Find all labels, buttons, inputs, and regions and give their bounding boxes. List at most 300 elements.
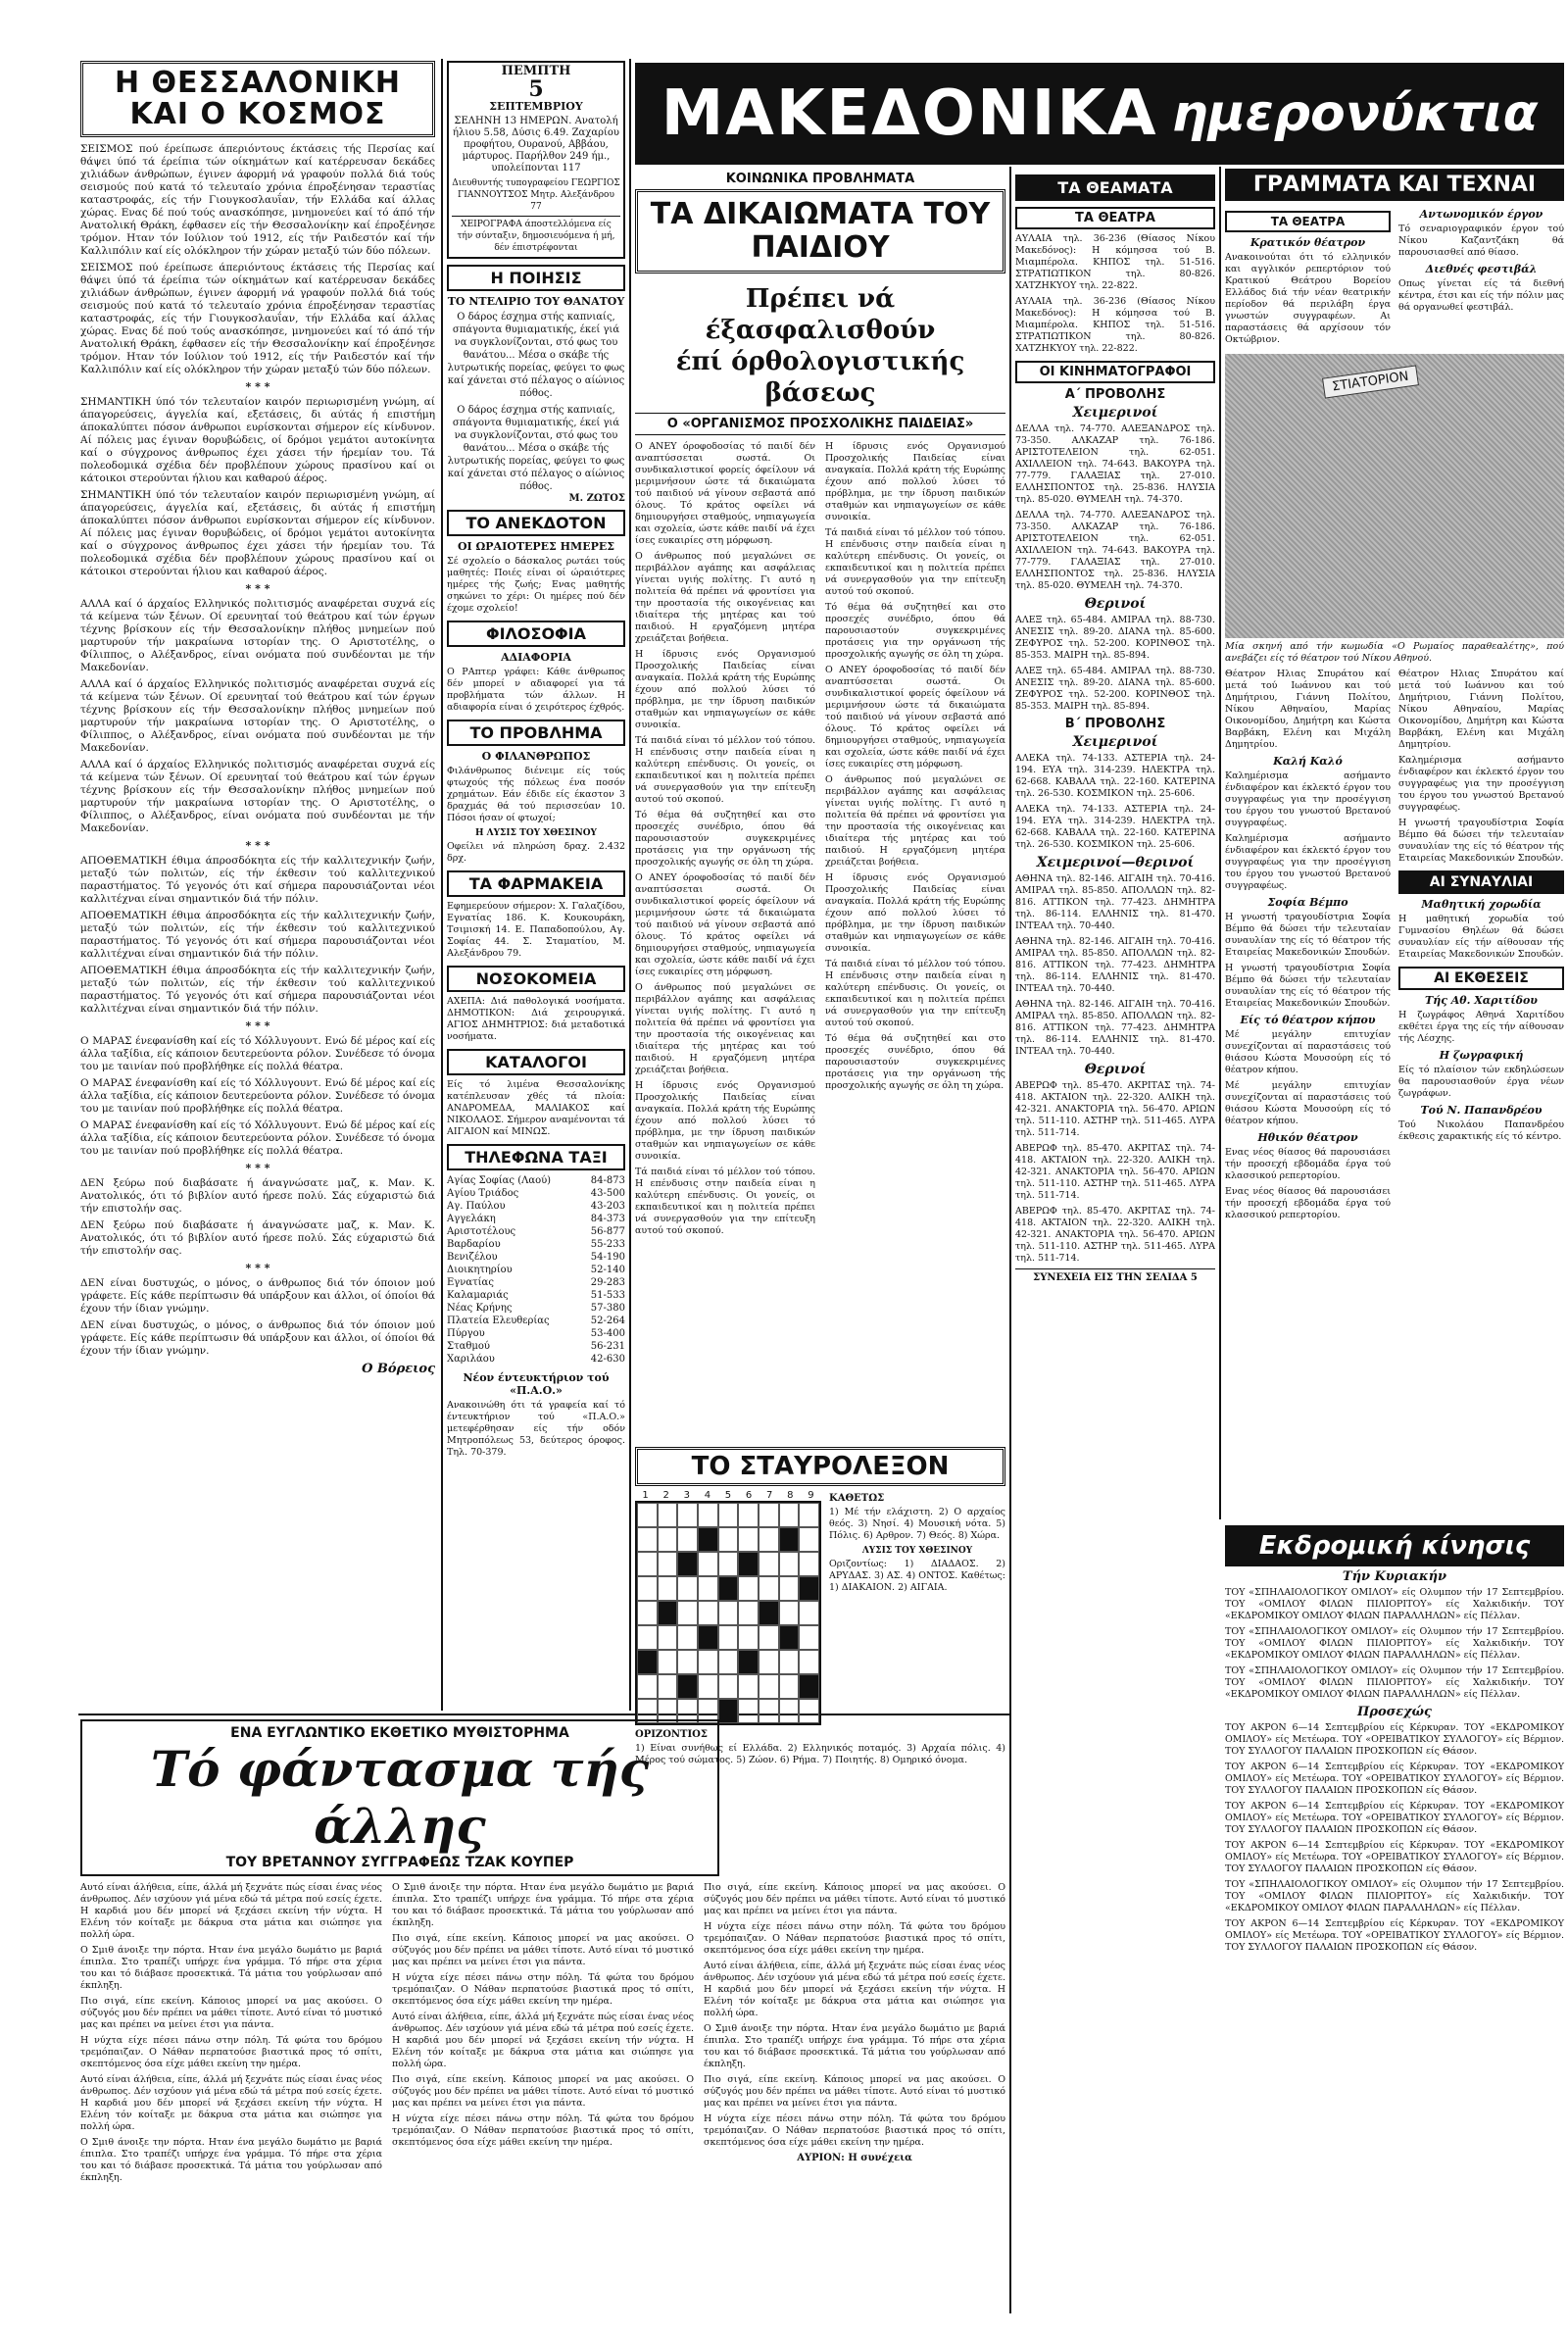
crossword-cell[interactable] — [658, 1576, 678, 1601]
theatres-heading: ΤΑ ΘΕΑΤΡΑ — [1015, 207, 1215, 229]
paragraph: Πιο σιγά, είπε εκείνη. Κάποιος μπορεί να μας ακούσει. Ο σύζυγός μου δέν πρέπει να μάθει τίποτε. Αυτό είναι τό μυστικό μας και πρέπει να μείνει έτσι για πάντα. — [80, 1996, 382, 2030]
phone-location: Αγ. Παύλου — [447, 1201, 506, 1212]
cinema-list: ΑΒΕΡΩΦ τηλ. 85-470. ΑΚΡΙΤΑΣ τηλ. 74-418. ΑΚΤΑΙΟΝ τηλ. 22-320. ΑΛΙΚΗ τηλ. 42-321. ΑΝΑΚΤΟΡΙΑ τηλ. 56-470. ΑΡΙΩΝ τηλ. 511-110. ΑΣΤΗΡ τηλ. 511-465. ΛΥΡΑ τηλ. 511-714. — [1015, 1080, 1215, 1138]
crossword-cell[interactable] — [799, 1576, 819, 1601]
arts-text: Ανακοινούται ότι τό ελληνικόν και αγγλικόν ρεπερτόριον τού Κρατικού Θεάτρου Βορείου Ελλάδος διά τήν νέαν θεατρικήν περίοδον θά περιλάβη έργα γνωστών συγγραφέων. Αι παραστάσεις θά αρχίσουν τόν Οκτώβριον. — [1225, 252, 1391, 345]
excursions-text: ΤΟΥ ΑΚΡΟΝ 6—14 Σεπτεμβρίου είς Κέρκυραν. ΤΟΥ «ΕΚΔΡΟΜΙΚΟΥ ΟΜΙΛΟΥ» είς Μετέωρα. ΤΟΥ «ΟΡΕΙΒΑΤΙΚΟΥ ΣΥΛΛΟΓΟΥ» είς Βέρμιον. ΤΟΥ ΣΥΛΛΟΓΟΥ ΠΑΛΑΙΩΝ ΠΡΟΣΚΟΠΩΝ είς Θάσον. — [1225, 1801, 1564, 1835]
phone-location: Διοικητηρίου — [447, 1265, 513, 1275]
crossword-cell[interactable] — [738, 1674, 759, 1699]
crossword-cell[interactable] — [738, 1527, 759, 1552]
crossword-cell[interactable] — [658, 1552, 678, 1576]
arts-right — [1398, 669, 1564, 1225]
main-article — [635, 169, 1005, 1443]
pharmacy-text: Εφημερεύουν σήμερον: Χ. Γαλαζίδου, Εγνατίας 186. Κ. Κουκουράκη, Τσιμισκή 14. Ε. Παπαδοπούλου, Αγ. Σοφίας 44. Σ. Σταματίου, Μ. Αλεξάνδρου 79. — [447, 901, 625, 959]
column-title-line1: Η ΘΕΣΣΑΛΟΝΙΚΗ — [114, 66, 402, 100]
arts-left — [1225, 669, 1391, 1225]
crossword-cell[interactable] — [698, 1576, 718, 1601]
paragraph: Ο ΜΑΡΑΣ ένεφανίσθη καί είς τό Χόλλυγουντ. Ενώ δέ μέρος καί είς άλλα ταξίδια, είς κάποιον δευτερεύοντα ρόλον. Συνέδεσε τό όνομα του με ταινίαν πού προβλήθηκε είς πολλά θέατρα. — [80, 1119, 435, 1157]
catalog-text: Είς τό λιμένα Θεσσαλονίκης κατέπλευσαν χθές τά πλοία: ΑΝΔΡΟΜΕΔΑ, ΜΑΛΙΑΚΟΣ καί ΝΙΚΟΛΑΟΣ. Σήμερον αναμένονται τά ΑΙΓΑΙΟΝ καί ΜΙΝΩΣ. — [447, 1079, 625, 1137]
phone-number: 43-203 — [590, 1201, 625, 1212]
phone-number: 51-533 — [590, 1290, 625, 1301]
excursions-text: ΤΟΥ «ΣΠΗΛΑΙΟΛΟΓΙΚΟΥ ΟΜΙΛΟΥ» είς Ολυμπον τήν 17 Σεπτεμβρίου. ΤΟΥ «ΟΜΙΛΟΥ ΦΙΛΩΝ ΠΙΛΙΟΡΙΤΟΥ» είς Χαλκιδικήν. ΤΟΥ «ΕΚΔΡΟΜΙΚΟΥ ΟΜΙΛΟΥ ΦΙΛΩΝ ΠΑΡΑΛΛΗΛΩΝ» είς Πέλλαν. — [1225, 1587, 1564, 1621]
arts-text: Η γνωστή τραγουδίστρια Σοφία Βέμπο θά δώσει τήν τελευταίαν συναυλίαν της είς τό θέατρον τής Εταιρείας Μακεδονικών Σπουδών. — [1398, 818, 1564, 864]
phone-number: 53-400 — [590, 1328, 625, 1339]
paragraph: Η νύχτα είχε πέσει πάνω στην πόλη. Τά φώτα του δρόμου τρεμόπαιζαν. Ο Νάθαν περπατούσε βιαστικά προς τό σπίτι, σκεπτόμενος όσα είχε μάθει εκείνη την ημέρα. — [704, 1921, 1005, 1956]
crossword-cell[interactable] — [799, 1601, 819, 1625]
excursions-text: ΤΟΥ «ΣΠΗΛΑΙΟΛΟΓΙΚΟΥ ΟΜΙΛΟΥ» είς Ολυμπον τήν 17 Σεπτεμβρίου. ΤΟΥ «ΟΜΙΛΟΥ ΦΙΛΩΝ ΠΙΛΙΟΡΙΤΟΥ» είς Χαλκιδικήν. ΤΟΥ «ΕΚΔΡΟΜΙΚΟΥ ΟΜΙΛΟΥ ΦΙΛΩΝ ΠΑΡΑΛΛΗΛΩΝ» είς Πέλλαν. — [1225, 1626, 1564, 1661]
crossword-cell[interactable] — [637, 1527, 658, 1552]
paragraph: ΑΠΟΘΕΜΑΤΙΚΗ έθιμα άπροσδόκητα είς τήν καλλιτεχνικήν ζωήν, μεταξύ τών πολιτών, είς τήν έκθεσιν τού καλλιτεχνικού παραστήματος. Τό γεγονός ότι καί σήμερα παρουσιάζονται νέοι καλλιτέχναι είναι σημαντικόν διά τήν πόλιν. — [80, 855, 435, 905]
paragraph: Η νύχτα είχε πέσει πάνω στην πόλη. Τά φώτα του δρόμου τρεμόπαιζαν. Ο Νάθαν περπατούσε βιαστικά προς τό σπίτι, σκεπτόμενος όσα είχε μάθει εκείνη την ημέρα. — [80, 2035, 382, 2069]
paragraph: ΣΗΜΑΝΤΙΚΗ ύπό τόν τελευταίον καιρόν περιωρισμένη γνώμη, αί άπαγορεύσεις, άγγελία καί, εξετάσεις, δι αύτάς ή επιστήμη άποκαλύπτει πόσον άνθρωποι ευρίσκονται σήμερον είς κίνδυνον. Αί πόλεις μας έγιναν θορυβώδεις, οί δρόμοι γεμάτοι αυτοκίνητα καί ο σύγχρονος άνθρωπος έχει χάσει τήν ήρεμίαν του. Τά πολεοδομικά σχέδια δέν προβλέπουν χώρους πρασίνου καί οι κάτοικοι στερούνται ήλιου και καθαρού άέρος. — [80, 396, 435, 484]
phone-location: Αριστοτέλους — [447, 1226, 516, 1237]
arts-subheading: Διεθνές φεστιβάλ — [1425, 263, 1538, 275]
exhibitions-subheading: Τής Αθ. Χαριτίδου — [1425, 994, 1538, 1007]
crossword-column-number: 8 — [787, 1490, 794, 1501]
arts-text: Θέατρον Ηλιας Σπυράτου καί μετά τού Ιωάννου και τού Δημήτριου, Γιάννη Πολίτου, Νίκου Αθηναίου, Μαρίας Οικονομίδου, Δημήτρη και Κώστα Βαρβάκη, Ελένη και Μιχάλη Δημητρίου. — [1398, 669, 1564, 750]
arts-text: Ενας νέος θίασος θά παρουσιάσει τήν προσεχή εβδομάδα έργα τού κλασσικού ρεπερτορίου. — [1225, 1147, 1391, 1181]
excursions-text: ΤΟΥ ΑΚΡΟΝ 6—14 Σεπτεμβρίου είς Κέρκυραν. ΤΟΥ «ΕΚΔΡΟΜΙΚΟΥ ΟΜΙΛΟΥ» είς Μετέωρα. ΤΟΥ «ΟΡΕΙΒΑΤΙΚΟΥ ΣΥΛΛΟΓΟΥ» είς Βέρμιον. ΤΟΥ ΣΥΛΛΟΓΟΥ ΠΑΛΑΙΩΝ ΠΡΟΣΚΟΠΩΝ είς Θάσον. — [1225, 1840, 1564, 1874]
paragraph: Ο ΑΝΕΥ όροφοδοσίας τό παιδί δέν αναπτύσσεται σωστά. Οι συνδικαλιστικοί φορείς όφείλουν νά μεριμνήσουν ώστε τά δικαιώματα τού παιδιού νά γίνουν σεβαστά από όλους. Τό κράτος οφείλει νά δημιουργήσει σταθμούς, νηπιαγωγεία και σχολεία, ώστε κάθε παιδί νά έχει ίσες ευκαιρίες στη μόρφωση. — [635, 872, 815, 977]
excursions-subheading: Τήν Κυριακήν — [1342, 1569, 1447, 1584]
pharmacy-heading: ΤΑ ΦΑΡΜΑΚΕΙΑ — [447, 870, 625, 897]
column-title-line2: ΚΑΙ Ο ΚΟΣΜΟΣ — [129, 97, 386, 131]
phone-row — [447, 1264, 625, 1276]
arts-text: Καλημέρισμα ασήμαντο ένδιαφέρον και έκλεκτό έργον του συγγραφέως για την προσέγγιση του έργου του γνωστού Βρετανού συγγραφέως. — [1225, 833, 1391, 891]
phone-location: Αγίου Τριάδος — [447, 1188, 519, 1199]
paragraph: ΑΛΛΑ καί ό άρχαίος Ελληνικός πολιτισμός αναφέρεται συχνά είς τά κείμενα τών ξένων. Οί ερευνηταί τού θεάτρου καί τών έργων τέχνης βρίσκουν είς τήν Θεσσαλονίκην πλήθος μνημείων πού μαρτυρούν τήν μακραίωνα ιστορίαν της. Ο Αριστοτέλης, ο Φίλιππος, ο Αλέξανδρος, είναι ονόματα πού συνδέονται με τήν Μακεδονίαν. — [80, 759, 435, 834]
down-clues: 1) Μέ τήν ελάχιστη. 2) Ο αρχαίος θεός. 3) Νησί. 4) Μουσική νότα. 5) Πόλις. 6) Αρθρον. 7) Θεός. 8) Χώρα. — [829, 1507, 1005, 1541]
crossword-cell[interactable] — [799, 1527, 819, 1552]
crossword-cell[interactable] — [718, 1650, 739, 1674]
crossword-cell[interactable] — [698, 1601, 718, 1625]
theatres-list: ΑΥΛΑΙΑ τηλ. 36-236 (Θίασος Νίκου Μακεδόνος): Η κόμησσα τού Β. Μιαμπέρολα. ΚΗΠΟΣ τηλ. 51-516. ΣΤΡΑΤΙΩΤΙΚΟΝ τηλ. 80-826. ΧΑΤΖΗΚΥΟΥ τηλ. 22-822. — [1015, 233, 1215, 291]
arts-subheading: Σοφία Βέμπο — [1267, 896, 1348, 909]
paragraph: ΔΕΝ είναι δυστυχώς, ο μόνος, ο άνθρωπος διά τόν όποιον μού γράφετε. Είς κάθε περίπτωσιν θά υπάρξουν και άλλοι, οί όποίοι θά έχουν τήν ίδιαν γνώμην. — [80, 1319, 435, 1357]
paragraph: Η νύχτα είχε πέσει πάνω στην πόλη. Τά φώτα του δρόμου τρεμόπαιζαν. Ο Νάθαν περπατούσε βιαστικά προς τό σπίτι, σκεπτόμενος όσα είχε μάθει εκείνη την ημέρα. — [392, 1972, 694, 2007]
crossword-cell[interactable] — [718, 1625, 739, 1650]
separator-stars: * * * — [245, 380, 270, 393]
crossword-column-number: 9 — [808, 1490, 814, 1501]
crossword-cell[interactable] — [637, 1552, 658, 1576]
paragraph: ΑΛΛΑ καί ό άρχαίος Ελληνικός πολιτισμός αναφέρεται συχνά είς τά κείμενα τών ξένων. Οί ερευνηταί τού θεάτρου καί τών έργων τέχνης βρίσκουν είς τήν Θεσσαλονίκην πλήθος μνημείων πού μαρτυρούν τήν μακραίωνα ιστορίαν της. Ο Αριστοτέλης, ο Φίλιππος, ο Αλέξανδρος, είναι ονόματα πού συνδέονται με τήν Μακεδονίαν. — [80, 678, 435, 754]
crossword-cell[interactable] — [677, 1650, 698, 1674]
phone-row — [447, 1353, 625, 1366]
exhibitions-subheading: Η ζωγραφική — [1439, 1049, 1524, 1062]
printer-director: Διευθυντής τυπογραφείου ΓΕΩΡΓΙΟΣ ΓΙΑΝΝΟΥΤΣΟΣ Μητρ. Αλεξάνδρου 77 — [452, 178, 620, 212]
phone-number: 42-630 — [590, 1354, 625, 1365]
phone-number: 55-233 — [590, 1239, 625, 1250]
paragraph: Τά παιδιά είναι τό μέλλον τού τόπου. Η επένδυσις στην παιδεία είναι η καλύτερη επένδυσις. Οι γονείς, οι εκπαιδευτικοί και η πολιτεία πρέπει νά συνεργασθούν για την επίτευξη αυτού τού σκοπού. — [635, 735, 815, 805]
phone-location: Πύργου — [447, 1328, 485, 1339]
anecdote-title: ΟΙ ΩΡΑΙΟΤΕΡΕΣ ΗΜΕΡΕΣ — [457, 540, 615, 553]
excursions-section — [1225, 1525, 1564, 2315]
crossword-grid — [635, 1501, 821, 1725]
separator-stars: * * * — [245, 1019, 270, 1032]
excursions-subheading: Προσεχώς — [1357, 1705, 1432, 1719]
paragraph: Η νύχτα είχε πέσει πάνω στην πόλη. Τά φώτα του δρόμου τρεμόπαιζαν. Ο Νάθαν περπατούσε βιαστικά προς τό σπίτι, σκεπτόμενος όσα είχε μάθει εκείνη την ημέρα. — [704, 2113, 1005, 2148]
crossword-cell[interactable] — [658, 1674, 678, 1699]
phone-number: 56-877 — [590, 1226, 625, 1237]
crossword-cell[interactable] — [759, 1576, 779, 1601]
phone-number: 52-264 — [590, 1316, 625, 1326]
arts-subheading: Είς τό θέατρον κήπου — [1240, 1014, 1376, 1026]
article-deck-line1: Πρέπει νά έξασφαλισθούν — [705, 284, 936, 345]
arts-text: Μέ μεγάλην επιτυχίαν συνεχίζονται αί παραστάσεις τού θιάσου Κώστα Μουσούρη είς τό θέατρον κήπου. — [1225, 1029, 1391, 1075]
paragraph: ΔΕΝ ξεύρω πού διαβάσατε ή άναγνώσατε μαζ, κ. Μαν. Κ. Ανατολικός, ότι τό βιβλίον αυτό ήρεσε πολύ. Σάς εύχαριστώ διά τήν επιστολήν σας. — [80, 1177, 435, 1215]
calendar-date: 5 — [528, 76, 544, 102]
crossword-cell[interactable] — [658, 1601, 678, 1625]
cinema-list: ΑΘΗΝΑ τηλ. 82-146. ΑΙΓΑΙΗ τηλ. 70-416. ΑΜΙΡΑΛ τηλ. 85-850. ΑΠΟΛΛΩΝ τηλ. 82-816. ΑΤΤΙΚΟΝ τηλ. 77-423. ΔΗΜΗΤΡΑ τηλ. 86-114. ΕΛΛΗΝΙΣ τηλ. 81-470. ΙΝΤΕΑΛ τηλ. 70-440. — [1015, 999, 1215, 1057]
crossword-cell[interactable] — [698, 1503, 718, 1527]
arts-right — [1398, 205, 1564, 350]
serial-continued: ΑΥΡΙΟΝ: Η συνέχεια — [797, 2153, 912, 2163]
crossword-heading: ΤΟ ΣΤΑΥΡΟΛΕΞΟΝ — [635, 1447, 1005, 1486]
down-heading: ΚΑΘΕΤΩΣ — [829, 1493, 885, 1504]
article-subhead: Ο «ΟΡΓΑΝΙΣΜΟΣ ΠΡΟΣΧΟΛΙΚΗΣ ΠΑΙΔΕΙΑΣ» — [635, 413, 1005, 435]
concerts-heading: ΑΙ ΣΥΝΑΥΛΙΑΙ — [1398, 870, 1564, 894]
phones-heading: ΤΗΛΕΦΩΝΑ ΤΑΞΙ — [447, 1144, 625, 1170]
paragraph: Αυτό είναι άλήθεια, είπε, άλλά μή ξεχνάτε πώς είσαι ένας νέος άνθρωπος. Δέν ισχύουν γιά μένα εδώ τά μέτρα πού εσείς έχετε. Η καρδιά μου δέν μπορεί νά ξεχάσει εκείνη τήν νύχτα. Η Ελένη τόν κοίταξε με δάκρυα στα μάτια και σιώπησε για πολλή ώρα. — [704, 1961, 1005, 2018]
cinema-list: ΑΘΗΝΑ τηλ. 82-146. ΑΙΓΑΙΗ τηλ. 70-416. ΑΜΙΡΑΛ τηλ. 85-850. ΑΠΟΛΛΩΝ τηλ. 82-816. ΑΤΤΙΚΟΝ τηλ. 77-423. ΔΗΜΗΤΡΑ τηλ. 86-114. ΕΛΛΗΝΙΣ τηλ. 81-470. ΙΝΤΕΑΛ τηλ. 70-440. — [1015, 936, 1215, 994]
crossword-cell[interactable] — [718, 1674, 739, 1699]
paragraph: ΔΕΝ είναι δυστυχώς, ο μόνος, ο άνθρωπος διά τόν όποιον μού γράφετε. Είς κάθε περίπτωσιν θά υπάρξουν και άλλοι, οί όποίοι θά έχουν τήν ίδιαν γνώμην. — [80, 1277, 435, 1315]
banner-subtitle: ημερονύκτια — [1171, 84, 1539, 143]
paragraph: Η ίδρυσις ενός Οργανισμού Προσχολικής Παιδείας είναι αναγκαία. Πολλά κράτη τής Ευρώπης έχουν από πολλού λύσει τό πρόβλημα, με την ίδρυση παιδικών σταθμών και νηπιαγωγείων σε κάθε συνοικία. — [635, 1080, 815, 1162]
serial-author: ΤΟΥ ΒΡΕΤΑΝΝΟΥ ΣΥΓΓΡΑΦΕΩΣ ΤΖΑΚ ΚΟΥΠΕΡ — [225, 1855, 574, 1870]
crossword-cell[interactable] — [698, 1650, 718, 1674]
crossword-cell[interactable] — [799, 1503, 819, 1527]
crossword-cell[interactable] — [718, 1601, 739, 1625]
concerts-text: Η μαθητική χορωδία τού Γυμνασίου Θηλέων θά δώσει συναυλίαν είς τήν αίθουσαν τής Εταιρείας Μακεδονικών Σπουδών. — [1398, 914, 1564, 960]
crossword-cell[interactable] — [698, 1552, 718, 1576]
paragraph: Η νύχτα είχε πέσει πάνω στην πόλη. Τά φώτα του δρόμου τρεμόπαιζαν. Ο Νάθαν περπατούσε βιαστικά προς τό σπίτι, σκεπτόμενος όσα είχε μάθει εκείνη την ημέρα. — [392, 2113, 694, 2148]
across-heading: ΟΡΙΖΟΝΤΙΟΣ — [635, 1729, 708, 1740]
crossword-cell[interactable] — [637, 1576, 658, 1601]
serial-column — [80, 1882, 382, 2188]
cinema-list: ΑΛΕΚΑ τηλ. 74-133. ΑΣΤΕΡΙΑ τηλ. 24-194. ΕΥΑ τηλ. 314-239. ΗΛΕΚΤΡΑ τηλ. 62-668. ΚΑΒΑΛΑ τηλ. 22-160. ΚΑΤΕΡΙΝΑ τηλ. 26-530. ΚΟΣΜΙΚΟΝ τηλ. 25-606. — [1015, 753, 1215, 799]
phone-number: 29-283 — [590, 1277, 625, 1288]
crossword-cell[interactable] — [759, 1650, 779, 1674]
continued-note: ΣΥΝΕΧΕΙΑ ΕΙΣ ΤΗΝ ΣΕΛΙΔΑ 5 — [1015, 1268, 1215, 1283]
photo-caption: Μία σκηνή από τήν κωμωδία «Ο Ρωμαίος παραθεαλέτης», πού ανεβάζει είς τό θέατρον τού Νίκου Αθηνού. — [1225, 641, 1564, 664]
phone-number: 52-140 — [590, 1265, 625, 1275]
paragraph: Ο ΜΑΡΑΣ ένεφανίσθη καί είς τό Χόλλυγουντ. Ενώ δέ μέρος καί είς άλλα ταξίδια, είς κάποιον δευτερεύοντα ρόλον. Συνέδεσε τό όνομα του με ταινίαν πού προβλήθηκε είς πολλά θέατρα. — [80, 1035, 435, 1072]
arts-subheading: Καλή Καλό — [1273, 755, 1343, 768]
paragraph: Ο ΜΑΡΑΣ ένεφανίσθη καί είς τό Χόλλυγουντ. Ενώ δέ μέρος καί είς άλλα ταξίδια, είς κάποιον δευτερεύοντα ρόλον. Συνέδεσε τό όνομα του με ταινίαν πού προβλήθηκε είς πολλά θέατρα. — [80, 1077, 435, 1115]
serial-kicker: ΕΝΑ ΕΥΓΛΩΝΤΙΚΟ ΕΚΘΕΤΙΚΟ ΜΥΘΙΣΤΟΡΗΜΑ — [230, 1725, 569, 1741]
crossword-cell[interactable] — [677, 1576, 698, 1601]
crossword-cell[interactable] — [738, 1625, 759, 1650]
excursions-text: ΤΟΥ ΑΚΡΟΝ 6—14 Σεπτεμβρίου είς Κέρκυραν. ΤΟΥ «ΕΚΔΡΟΜΙΚΟΥ ΟΜΙΛΟΥ» είς Μετέωρα. ΤΟΥ «ΟΡΕΙΒΑΤΙΚΟΥ ΣΥΛΛΟΓΟΥ» είς Βέρμιον. ΤΟΥ ΣΥΛΛΟΓΟΥ ΠΑΛΑΙΩΝ ΠΡΟΣΚΟΠΩΝ είς Θάσον. — [1225, 1722, 1564, 1757]
crossword-cell[interactable] — [718, 1552, 739, 1576]
problem-heading: ΤΟ ΠΡΟΒΛΗΜΑ — [447, 720, 625, 746]
second-run-heading: Β΄ ΠΡΟΒΟΛΗΣ — [1064, 717, 1166, 731]
concerts-subheading: Μαθητική χορωδία — [1421, 898, 1542, 911]
serial-column — [392, 1882, 694, 2188]
article-body — [635, 441, 1005, 1241]
crossword-cell[interactable] — [799, 1552, 819, 1576]
main-banner — [635, 63, 1564, 165]
crossword-cell[interactable] — [779, 1601, 800, 1625]
paragraph: Αυτό είναι άλήθεια, είπε, άλλά μή ξεχνάτε πώς είσαι ένας νέος άνθρωπος. Δέν ισχύουν γιά μένα εδώ τά μέτρα πού εσείς έχετε. Η καρδιά μου δέν μπορεί νά ξεχάσει εκείνη τήν νύχτα. Η Ελένη τόν κοίταξε με δάκρυα στα μάτια και σιώπησε για πολλή ώρα. — [80, 2074, 382, 2132]
crossword-cell[interactable] — [759, 1527, 779, 1552]
phone-location: Χαριλάου — [447, 1354, 495, 1365]
philosophy-text: Ο ΡΑπτερ γράφει: Κάθε άνθρωπος δέν μπορεί ν αδιαφορεί για τά προβλήματα τών άλλων. Η αδιαφορία είναι ό χειρότερος έχθρός. — [447, 667, 625, 713]
crossword-section — [635, 1447, 1005, 1765]
crossword-cell[interactable] — [738, 1552, 759, 1576]
phone-location: Καλαμαριάς — [447, 1290, 509, 1301]
paragraph: Ο Σμιθ άνοιξε την πόρτα. Ηταν ένα μεγάλο δωμάτιο με βαριά έπιπλα. Στο τραπέζι υπήρχε ένα γράμμα. Τό πήρε στα χέρια του και τό διάβασε προσεκτικά. Τά μάτια του γούρλωσαν από έκπληξη. — [392, 1882, 694, 1928]
spectacles-column — [1015, 169, 1215, 2315]
cinema-list: ΑΘΗΝΑ τηλ. 82-146. ΑΙΓΑΙΗ τηλ. 70-416. ΑΜΙΡΑΛ τηλ. 85-850. ΑΠΟΛΛΩΝ τηλ. 82-816. ΑΤΤΙΚΟΝ τηλ. 77-423. ΔΗΜΗΤΡΑ τηλ. 86-114. ΕΛΛΗΝΙΣ τηλ. 81-470. ΙΝΤΕΑΛ τηλ. 70-440. — [1015, 873, 1215, 931]
phone-row — [447, 1174, 625, 1187]
paragraph: Τά παιδιά είναι τό μέλλον τού τόπου. Η επένδυσις στην παιδεία είναι η καλύτερη επένδυσις. Οι γονείς, οι εκπαιδευτικοί και η πολιτεία πρέπει νά συνεργασθούν για την επίτευξη αυτού τού σκοπού. — [825, 959, 1005, 1028]
poem-text: Ο δάρος έσχημα στής καπνιαίς, σπάγοντα θυμιαματικής, έκεί γιά να συγκλονίζονται, στό φως του θανάτου... Μέσα ο σκάβε τής λυτρωτικής πορείας, φεύγει το φως καί χάνεται στό πέλαγος ο αίώνιος πόθος. — [447, 312, 625, 399]
phone-location: Νέας Κρήνης — [447, 1303, 513, 1314]
crossword-column-number: 3 — [683, 1490, 690, 1501]
crossword-cell[interactable] — [718, 1527, 739, 1552]
arts-left — [1225, 205, 1391, 350]
crossword-cell[interactable] — [738, 1503, 759, 1527]
paragraph: Ο Σμιθ άνοιξε την πόρτα. Ηταν ένα μεγάλο δωμάτιο με βαριά έπιπλα. Στο τραπέζι υπήρχε ένα γράμμα. Τό πήρε στα χέρια του και τό διάβασε προσεκτικά. Τά μάτια του γούρλωσαν από έκπληξη. — [80, 1945, 382, 1991]
crossword-cell[interactable] — [677, 1527, 698, 1552]
crossword-cell[interactable] — [759, 1503, 779, 1527]
column-daily — [447, 61, 625, 1708]
arts-text: Καλημέρισμα ασήμαντο ένδιαφέρον και έκλεκτό έργον του συγγραφέως για την προσέγγιση του έργου του γνωστού Βρετανού συγγραφέως. — [1225, 770, 1391, 828]
crossword-cell[interactable] — [738, 1650, 759, 1674]
poetry-heading: Η ΠΟΙΗΣΙΣ — [447, 265, 625, 291]
crossword-cell[interactable] — [658, 1625, 678, 1650]
phone-row — [447, 1251, 625, 1264]
problem-text: Φιλάνθρωπος διένειμε είς τούς φτωχούς τής πόλεως ένα ποσόν χρημάτων. Εάν έδιδε είς έκαστον 3 δραχμάς θά τού περισσεύαν 10. Πόσοι ήσαν οί φτωχοί; — [447, 766, 625, 823]
exhibitions-text: Η ζωγράφος Αθηνά Χαριτίδου εκθέτει έργα της είς τήν αίθουσαν τής Λέσχης. — [1398, 1010, 1564, 1044]
cinema-list: ΑΛΕΞ τηλ. 65-484. ΑΜΙΡΑΛ τηλ. 88-730. ΑΝΕΣΙΣ τηλ. 89-20. ΔΙΑΝΑ τηλ. 85-600. ΖΕΦΥΡΟΣ τηλ. 52-200. ΚΟΡΙΝΘΟΣ τηλ. 85-353. ΜΑΙΡΗ τηλ. 85-894. — [1015, 666, 1215, 712]
arts-heading: ΓΡΑΜΜΑΤΑ ΚΑΙ ΤΕΧΝΑΙ — [1225, 169, 1564, 201]
crossword-solution: Οριζοντίως: 1) ΔΙΑΔΑΟΣ. 2) ΑΡΥΔΑΣ. 3) ΑΣ. 4) ΟΝΤΟΣ. Καθέτως: 1) ΔΙΑΚΑΙΟΝ. 2) ΑΙΓΑΙΑ. — [829, 1559, 1005, 1593]
column-thessaloniki — [80, 61, 435, 1708]
serial-section — [80, 1719, 1005, 2315]
first-run-heading: Α΄ ΠΡΟΒΟΛΗΣ — [1064, 387, 1166, 402]
crossword-cell[interactable] — [779, 1552, 800, 1576]
paragraph: ΑΠΟΘΕΜΑΤΙΚΗ έθιμα άπροσδόκητα είς τήν καλλιτεχνικήν ζωήν, μεταξύ τών πολιτών, είς τήν έκθεσιν τού καλλιτεχνικού παραστήματος. Τό γεγονός ότι καί σήμερα παρουσιάζονται νέοι καλλιτέχναι είναι σημαντικόν διά τήν πόλιν. — [80, 910, 435, 960]
arts-bottom — [1225, 669, 1564, 1225]
summer-heading: Θερινοί — [1084, 1062, 1147, 1077]
arts-text: Η γνωστή τραγουδίστρια Σοφία Βέμπο θά δώσει τήν τελευταίαν συναυλίαν της είς τό θέατρον τής Εταιρείας Μακεδονικών Σπουδών. — [1225, 963, 1391, 1009]
crossword-cell[interactable] — [637, 1601, 658, 1625]
phone-row — [447, 1200, 625, 1213]
separator-stars: * * * — [245, 1162, 270, 1174]
theatre-photo — [1225, 354, 1564, 638]
winter-heading: Χειμερινοί — [1072, 405, 1158, 421]
arts-top — [1225, 205, 1564, 350]
paragraph: ΑΠΟΘΕΜΑΤΙΚΗ έθιμα άπροσδόκητα είς τήν καλλιτεχνικήν ζωήν, μεταξύ τών πολιτών, είς τήν έκθεσιν τού καλλιτεχνικού παραστήματος. Τό γεγονός ότι καί σήμερα παρουσιάζονται νέοι καλλιτέχναι είναι σημαντικόν διά τήν πόλιν. — [80, 965, 435, 1015]
article-headline: ΤΑ ΔΙΚΑΙΩΜΑΤΑ ΤΟΥ ΠΑΙΔΙΟΥ — [635, 189, 1005, 273]
arts-text: Καλημέρισμα ασήμαντο ένδιαφέρον και έκλεκτό έργον του συγγραφέως για την προσέγγιση του έργου του γνωστού Βρετανού συγγραφέως. — [1398, 755, 1564, 813]
phone-number: 57-380 — [590, 1303, 625, 1314]
paragraph: Τό θέμα θά συζητηθεί και στο προσεχές συνέδριο, όπου θά παρουσιαστούν συγκεκριμένες προτάσεις για την οργάνωση τής προσχολικής αγωγής σε όλη τη χώρα. — [825, 602, 1005, 660]
column-rule — [1219, 167, 1221, 1519]
paragraph: ΔΕΝ ξεύρω πού διαβάσατε ή άναγνώσατε μαζ, κ. Μαν. Κ. Ανατολικός, ότι τό βιβλίον αυτό ήρεσε πολύ. Σάς εύχαριστώ διά τήν επιστολήν σας. — [80, 1219, 435, 1257]
phone-location: Εγνατίας — [447, 1277, 494, 1288]
crossword-column-number: 7 — [766, 1490, 773, 1501]
arts-theatres-heading: ΤΑ ΘΕΑΤΡΑ — [1225, 211, 1391, 232]
crossword-column-number: 2 — [662, 1490, 669, 1501]
crossword-cell[interactable] — [779, 1527, 800, 1552]
excursions-text: ΤΟΥ ΑΚΡΟΝ 6—14 Σεπτεμβρίου είς Κέρκυραν. ΤΟΥ «ΕΚΔΡΟΜΙΚΟΥ ΟΜΙΛΟΥ» είς Μετέωρα. ΤΟΥ «ΟΡΕΙΒΑΤΙΚΟΥ ΣΥΛΛΟΓΟΥ» είς Βέρμιον. ΤΟΥ ΣΥΛΛΟΓΟΥ ΠΑΛΑΙΩΝ ΠΡΟΣΚΟΠΩΝ είς Θάσον. — [1225, 1918, 1564, 1953]
phone-location: Βενιζέλου — [447, 1252, 498, 1263]
crossword-cell[interactable] — [779, 1674, 800, 1699]
banner-title: ΜΑΚΕΔΟΝΙΚΑ — [661, 77, 1158, 150]
crossword-cell[interactable] — [677, 1601, 698, 1625]
photo-sign-text: ΣΤΙΑΤΟΡΙΟΝ — [1322, 365, 1419, 398]
paragraph: Τό θέμα θά συζητηθεί και στο προσεχές συνέδριο, όπου θά παρουσιαστούν συγκεκριμένες προτάσεις για την οργάνωση τής προσχολικής αγωγής σε όλη τη χώρα. — [825, 1033, 1005, 1091]
arts-subheading: Αντωνομικόν έργον — [1419, 208, 1544, 221]
arts-text: Οπως γίνεται είς τά διεθνή κέντρα, έτσι και είς τήν πόλιν μας θά οργανωθεί φεστιβάλ. — [1398, 278, 1564, 313]
crossword-cell[interactable] — [799, 1625, 819, 1650]
column-rule — [1009, 167, 1011, 2313]
anecdote-heading: ΤΟ ΑΝΕΚΔΟΤΟΝ — [447, 510, 625, 536]
phone-location: Σταθμού — [447, 1341, 490, 1352]
calendar-day: ΠΕΜΠΤΗ — [501, 64, 571, 78]
philosophy-heading: ΦΙΛΟΣΟΦΙΑ — [447, 621, 625, 647]
problem-title: Ο ΦΙΛΑΝΘΡΩΠΟΣ — [481, 750, 591, 763]
phone-number: 84-873 — [590, 1175, 625, 1186]
paragraph: Η ίδρυσις ενός Οργανισμού Προσχολικής Παιδείας είναι αναγκαία. Πολλά κράτη τής Ευρώπης έχουν από πολλού λύσει τό πρόβλημα, με την ίδρυση παιδικών σταθμών και νηπιαγωγείων σε κάθε συνοικία. — [825, 872, 1005, 954]
calendar-details: ΣΕΛΗΝΗ 13 ΗΜΕΡΩΝ. Ανατολή ήλιου 5.58, Δύσις 6.49. Ζαχαρίου προφήτου, Ουρανού, Αββάου, μάρτυρος. Παρήλθον 249 ήμ., υπολείπονται 117 — [452, 116, 619, 174]
crossword-column-number: 4 — [704, 1490, 711, 1501]
arts-subheading: Κρατικόν θέατρον — [1250, 236, 1366, 249]
exhibitions-text: Είς τό πλαίσιον τών εκδηλώσεων θα παρουσιασθούν έργα νέων ζωγράφων. — [1398, 1065, 1564, 1099]
crossword-cell[interactable] — [718, 1576, 739, 1601]
crossword-cell[interactable] — [779, 1503, 800, 1527]
arts-subheading: Ηθικόν θέατρον — [1257, 1131, 1358, 1144]
crossword-cell[interactable] — [698, 1527, 718, 1552]
cinema-list: ΑΛΕΞ τηλ. 65-484. ΑΜΙΡΑΛ τηλ. 88-730. ΑΝΕΣΙΣ τηλ. 89-20. ΔΙΑΝΑ τηλ. 85-600. ΖΕΦΥΡΟΣ τηλ. 52-200. ΚΟΡΙΝΘΟΣ τηλ. 85-353. ΜΑΙΡΗ τηλ. 85-894. — [1015, 615, 1215, 661]
serial-title: Τό φάντασμα τής άλλης — [150, 1740, 650, 1855]
theatres-list: ΑΥΛΑΙΑ τηλ. 36-236 (Θίασος Νίκου Μακεδόνος): Η κόμησσα τού Β. Μιαμπέρολα. ΚΗΠΟΣ τηλ. 51-516. ΣΤΡΑΤΙΩΤΙΚΟΝ τηλ. 80-826. ΧΑΤΖΗΚΥΟΥ τηλ. 22-822. — [1015, 296, 1215, 354]
phone-row — [447, 1238, 625, 1251]
crossword-cell[interactable] — [779, 1625, 800, 1650]
paragraph: Πιο σιγά, είπε εκείνη. Κάποιος μπορεί να μας ακούσει. Ο σύζυγός μου δέν πρέπει να μάθει τίποτε. Αυτό είναι τό μυστικό μας και πρέπει να μείνει έτσι για πάντα. — [392, 1933, 694, 1967]
paragraph: Ο ΑΝΕΥ όροφοδοσίας τό παιδί δέν αναπτύσσεται σωστά. Οι συνδικαλιστικοί φορείς όφείλουν νά μεριμνήσουν ώστε τά δικαιώματα τού παιδιού νά γίνουν σεβαστά από όλους. Τό κράτος οφείλει νά δημιουργήσει σταθμούς, νηπιαγωγεία και σχολεία, ώστε κάθε παιδί νά έχει ίσες ευκαιρίες στη μόρφωση. — [825, 665, 1005, 770]
catalog-heading: ΚΑΤΑΛΟΓΟΙ — [447, 1049, 625, 1075]
crossword-cell[interactable] — [738, 1601, 759, 1625]
arts-text: Ενας νέος θίασος θά παρουσιάσει τήν προσεχή εβδομάδα έργα τού κλασσικού ρεπερτορίου. — [1225, 1186, 1391, 1220]
paragraph: Πιο σιγά, είπε εκείνη. Κάποιος μπορεί να μας ακούσει. Ο σύζυγός μου δέν πρέπει να μάθει τίποτε. Αυτό είναι τό μυστικό μας και πρέπει να μείνει έτσι για πάντα. — [704, 1882, 1005, 1916]
excursions-text: ΤΟΥ «ΣΠΗΛΑΙΟΛΟΓΙΚΟΥ ΟΜΙΛΟΥ» είς Ολυμπον τήν 17 Σεπτεμβρίου. ΤΟΥ «ΟΜΙΛΟΥ ΦΙΛΩΝ ΠΙΛΙΟΡΙΤΟΥ» είς Χαλκιδικήν. ΤΟΥ «ΕΚΔΡΟΜΙΚΟΥ ΟΜΙΛΟΥ ΦΙΛΩΝ ΠΑΡΑΛΛΗΛΩΝ» είς Πέλλαν. — [1225, 1665, 1564, 1700]
cinema-list: ΑΛΕΚΑ τηλ. 74-133. ΑΣΤΕΡΙΑ τηλ. 24-194. ΕΥΑ τηλ. 314-239. ΗΛΕΚΤΡΑ τηλ. 62-668. ΚΑΒΑΛΑ τηλ. 22-160. ΚΑΤΕΡΙΝΑ τηλ. 26-530. ΚΟΣΜΙΚΟΝ τηλ. 25-606. — [1015, 804, 1215, 850]
calendar-box — [447, 61, 625, 259]
separator-stars: * * * — [245, 582, 270, 595]
poet-name: Μ. ΖΩΤΟΣ — [568, 493, 625, 504]
crossword-cell[interactable] — [658, 1650, 678, 1674]
crossword-cell[interactable] — [779, 1576, 800, 1601]
paragraph: Αυτό είναι άλήθεια, είπε, άλλά μή ξεχνάτε πώς είσαι ένας νέος άνθρωπος. Δέν ισχύουν γιά μένα εδώ τά μέτρα πού εσείς έχετε. Η καρδιά μου δέν μπορεί νά ξεχάσει εκείνη τήν νύχτα. Η Ελένη τόν κοίταξε με δάκρυα στα μάτια και σιώπησε για πολλή ώρα. — [392, 2012, 694, 2069]
crossword-cell[interactable] — [637, 1674, 658, 1699]
crossword-cell[interactable] — [637, 1625, 658, 1650]
paragraph: Τά παιδιά είναι τό μέλλον τού τόπου. Η επένδυσις στην παιδεία είναι η καλύτερη επένδυσις. Οι γονείς, οι εκπαιδευτικοί και η πολιτεία πρέπει νά συνεργασθούν για την επίτευξη αυτού τού σκοπού. — [825, 527, 1005, 597]
crossword-cell[interactable] — [799, 1674, 819, 1699]
article-deck-line2: έπί όρθολογιστικής βάσεως — [675, 347, 965, 408]
serial-body — [80, 1882, 1005, 2188]
phone-row — [447, 1302, 625, 1315]
winter-heading: Χειμερινοί — [1072, 734, 1158, 750]
crossword-cell[interactable] — [759, 1601, 779, 1625]
paragraph: Ο Σμιθ άνοιξε την πόρτα. Ηταν ένα μεγάλο δωμάτιο με βαριά έπιπλα. Στο τραπέζι υπήρχε ένα γράμμα. Τό πήρε στα χέρια του και τό διάβασε προσεκτικά. Τά μάτια του γούρλωσαν από έκπληξη. — [80, 2137, 382, 2183]
article-column — [635, 441, 815, 1241]
crossword-cell[interactable] — [738, 1576, 759, 1601]
crossword-cell[interactable] — [698, 1674, 718, 1699]
crossword-cell[interactable] — [799, 1650, 819, 1674]
across-clues: 1) Είναι συνήθως εί Ελλάδα. 2) Ελληνικός ποταμός. 3) Αρχαία πόλις. 4) Μέρος τού σώματος. 5) Ζώον. 6) Ρήμα. 7) Ποιητής. 8) Ομηρικό όνομα. — [635, 1743, 1005, 1765]
paragraph: Ο άνθρωπος πού μεγαλώνει σε περιβάλλον αγάπης και ασφάλειας γίνεται υγιής πολίτης. Γι αυτό η πολιτεία θά πρέπει νά φροντίσει για την προστασία τής οικογένειας και ιδιαίτερα τής μητέρας και τού παιδιού. Η εργαζόμενη μητέρα χρειάζεται βοήθεια. — [825, 774, 1005, 868]
paragraph: ΣΕΙΣΜΟΣ πού έρείπωσε άπεριόντους έκτάσεις τής Περσίας καί θάψει ύπό τά έρείπια τών οίκημάτων καί κατέρρευσαν δεκάδες χιλιάδων άνθρώπων, έγινεν άφορμή νά γραφούν πολλά διά τούς σεισμούς πού κατά τό τελευταίο χρόνια έπροξένησαν τεραστίας καταστροφάς, είς τήν Γιουγκοσλαυΐαν, τήν Ελλάδα καί άλλας χώρας. Ενας δέ πού τούς ανασκόπησε, μνημονεύει καί τό άπό τήν Ανατολική Θράκη, έφθασεν είς τήν Θεσσαλονίκην καί έπροξένησε τρόμον. Ηταν τόν Ιούλιον τού 1912, είς τήν Ραιδεστόν καί τήν Καλλιπόλιν καί είς ολόκληρον τήν χώραν μεταξύ τών δύο πόλεων. — [80, 143, 435, 257]
arts-text: Θέατρον Ηλιας Σπυράτου καί μετά τού Ιωάννου και τού Δημήτριου, Γιάννη Πολίτου, Νίκου Αθηναίου, Μαρίας Οικονομίδου, Δημήτρη και Κώστα Βαρβάκη, Ελένη και Μιχάλη Δημητρίου. — [1225, 669, 1391, 750]
crossword-cell[interactable] — [677, 1552, 698, 1576]
crossword-cell[interactable] — [677, 1503, 698, 1527]
crossword-column-number: 5 — [724, 1490, 732, 1501]
crossword-cell[interactable] — [759, 1674, 779, 1699]
paragraph: ΣΕΙΣΜΟΣ πού έρείπωσε άπεριόντους έκτάσεις τής Περσίας καί θάψει ύπό τά έρείπια τών οίκημάτων καί κατέρρευσαν δεκάδες χιλιάδων άνθρώπων, έγινεν άφορμή νά γραφούν πολλά διά τούς σεισμούς πού κατά τό τελευταίο χρόνια έπροξένησαν τεραστίας καταστροφάς, είς τήν Γιουγκοσλαυΐαν, τήν Ελλάδα καί άλλας χώρας. Ενας δέ πού τούς ανασκόπησε, μνημονεύει καί τό άπό τήν Ανατολική Θράκη, έφθασεν είς τήν Θεσσαλονίκην καί έπροξένησε τρόμον. Ηταν τόν Ιούλιον τού 1912, είς τήν Ραιδεστόν καί τήν Καλλιπόλιν καί είς ολόκληρον τήν χώραν μεταξύ τών δύο πόλεων. — [80, 262, 435, 375]
crossword-cell[interactable] — [658, 1503, 678, 1527]
excursions-text: ΤΟΥ ΑΚΡΟΝ 6—14 Σεπτεμβρίου είς Κέρκυραν. ΤΟΥ «ΕΚΔΡΟΜΙΚΟΥ ΟΜΙΛΟΥ» είς Μετέωρα. ΤΟΥ «ΟΡΕΙΒΑΤΙΚΟΥ ΣΥΛΛΟΓΟΥ» είς Βέρμιον. ΤΟΥ ΣΥΛΛΟΓΟΥ ΠΑΛΑΙΩΝ ΠΡΟΣΚΟΠΩΝ είς Θάσον. — [1225, 1762, 1564, 1796]
column-rule — [629, 59, 631, 1711]
calendar-month: ΣΕΠΤΕΜΒΡΙΟΥ — [489, 100, 583, 113]
phone-number: 43-500 — [590, 1188, 625, 1199]
phone-list — [447, 1174, 625, 1366]
crossword-clues — [829, 1490, 1005, 1725]
column-rule — [441, 59, 443, 1711]
exhibitions-heading: ΑΙ ΕΚΘΕΣΕΙΣ — [1398, 967, 1564, 990]
phone-number: 56-231 — [590, 1341, 625, 1352]
crossword-column-number: 1 — [642, 1490, 649, 1501]
phone-row — [447, 1187, 625, 1200]
crossword-cell[interactable] — [637, 1650, 658, 1674]
serial-header — [80, 1719, 719, 1876]
phone-row — [447, 1276, 625, 1289]
phone-number: 84-373 — [590, 1214, 625, 1224]
phone-row — [447, 1315, 625, 1327]
serial-column — [704, 1882, 1005, 2188]
crossword-cell[interactable] — [698, 1625, 718, 1650]
column-title — [80, 61, 435, 137]
philosophy-title: ΑΔΙΑΦΟΡΙΑ — [501, 651, 571, 664]
crossword-cell[interactable] — [677, 1625, 698, 1650]
cinema-list: ΑΒΕΡΩΦ τηλ. 85-470. ΑΚΡΙΤΑΣ τηλ. 74-418. ΑΚΤΑΙΟΝ τηλ. 22-320. ΑΛΙΚΗ τηλ. 42-321. ΑΝΑΚΤΟΡΙΑ τηλ. 56-470. ΑΡΙΩΝ τηλ. 511-110. ΑΣΤΗΡ τηλ. 511-465. ΛΥΡΑ τηλ. 511-714. — [1015, 1143, 1215, 1201]
crossword-cell[interactable] — [779, 1650, 800, 1674]
club-notice-title: Νέον έντευκτήριον τού «Π.Α.Ο.» — [463, 1371, 610, 1397]
crossword-cell[interactable] — [759, 1625, 779, 1650]
crossword-cell[interactable] — [637, 1503, 658, 1527]
crossword-cell[interactable] — [718, 1503, 739, 1527]
crossword-cell[interactable] — [677, 1674, 698, 1699]
crossword-cell[interactable] — [658, 1527, 678, 1552]
phone-number: 54-190 — [590, 1252, 625, 1263]
phone-location: Αγγελάκη — [447, 1214, 496, 1224]
crossword-cell[interactable] — [759, 1552, 779, 1576]
cinema-list: ΑΒΕΡΩΦ τηλ. 85-470. ΑΚΡΙΤΑΣ τηλ. 74-418. ΑΚΤΑΙΟΝ τηλ. 22-320. ΑΛΙΚΗ τηλ. 42-321. ΑΝΑΚΤΟΡΙΑ τηλ. 56-470. ΑΡΙΩΝ τηλ. 511-110. ΑΣΤΗΡ τηλ. 511-465. ΛΥΡΑ τηλ. 511-714. — [1015, 1206, 1215, 1264]
article-column — [825, 441, 1005, 1241]
separator-stars: * * * — [245, 839, 270, 852]
crossword-grid-wrap — [635, 1490, 821, 1725]
summer-heading: Θερινοί — [1084, 596, 1147, 612]
paragraph: ΣΗΜΑΝΤΙΚΗ ύπό τόν τελευταίον καιρόν περιωρισμένη γνώμη, αί άπαγορεύσεις, άγγελία καί, εξετάσεις, δι αύτάς ή επιστήμη άποκαλύπτει πόσον άνθρωποι ευρίσκονται σήμερον είς κίνδυνον. Αί πόλεις μας έγιναν θορυβώδεις, οί δρόμοι γεμάτοι αυτοκίνητα καί ο σύγχρονος άνθρωπος έχει χάσει τήν ήρεμίαν του. Τά πολεοδομικά σχέδια δέν προβλέπουν χώρους πρασίνου καί οι κάτοικοι στερούνται ήλιου και καθαρού άέρος. — [80, 489, 435, 577]
paragraph: Ο άνθρωπος πού μεγαλώνει σε περιβάλλον αγάπης και ασφάλειας γίνεται υγιής πολίτης. Γι αυτό η πολιτεία θά πρέπει νά φροντίσει για την προστασία τής οικογένειας και ιδιαίτερα τής μητέρας και τού παιδιού. Η εργαζόμενη μητέρα χρειάζεται βοήθεια. — [635, 982, 815, 1075]
exhibitions-subheading: Τού Ν. Παπανδρέου — [1420, 1104, 1543, 1117]
phone-row — [447, 1213, 625, 1225]
crossword-body — [635, 1490, 1005, 1725]
